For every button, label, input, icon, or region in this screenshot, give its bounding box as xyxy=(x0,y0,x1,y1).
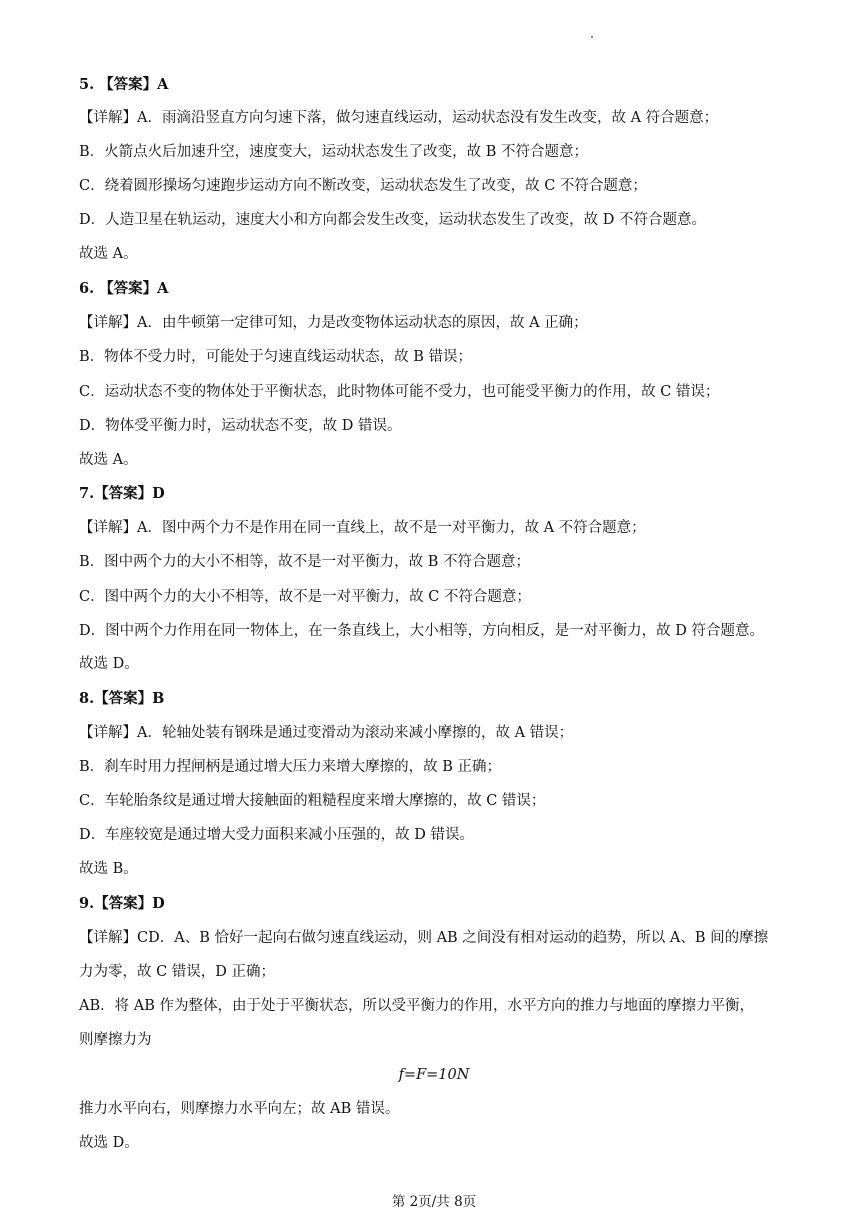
q6-explanation-line: 【详解】A．由牛顿第一定律可知，力是改变物体运动状态的原因，故 A 正确； xyxy=(79,315,588,331)
q5-explanation-line: B．火箭点火后加速升空，速度变大，运动状态发生了改变，故 B 不符合题意； xyxy=(79,144,589,160)
q7-answer-heading: 7.【答案】D xyxy=(79,485,165,502)
q6-answer-heading: 6. 【答案】A xyxy=(79,280,169,297)
q6-explanation-line: D．物体受平衡力时，运动状态不变，故 D 错误。 xyxy=(79,418,402,434)
q8-explanation-line: 【详解】A．轮轴处装有钢珠是通过变滑动为滚动来减小摩擦的，故 A 错误； xyxy=(79,725,574,741)
q8-answer-heading: 8.【答案】B xyxy=(79,690,165,707)
q7-explanation-line: B．图中两个力的大小不相等，故不是一对平衡力，故 B 不符合题意； xyxy=(79,554,531,570)
q9-explanation-line: 力为零，故 C 错误，D 正确； xyxy=(79,964,276,980)
q6-conclusion: 故选 A。 xyxy=(79,452,138,468)
q5-explanation-line: C．绕着圆形操场匀速跑步运动方向不断改变，运动状态发生了改变，故 C 不符合题意； xyxy=(79,178,647,194)
q5-explanation-line: D．人造卫星在轨运动，速度大小和方向都会发生改变，运动状态发生了改变，故 D 不符合题意。 xyxy=(79,212,706,228)
q5-explanation-line: 【详解】A．雨滴沿竖直方向匀速下落，做匀速直线运动，运动状态没有发生改变，故 A 符合题意； xyxy=(79,110,719,126)
q9-answer-heading: 9.【答案】D xyxy=(79,895,165,912)
q8-explanation-line: B．刹车时用力捏闸柄是通过增大压力来增大摩擦的，故 B 正确； xyxy=(79,759,502,775)
q7-explanation-line: D．图中两个力作用在同一物体上，在一条直线上，大小相等，方向相反，是一对平衡力，故 D 符合题意。 xyxy=(79,623,764,639)
q9-explanation-line: 【详解】CD．A、B 恰好一起向右做匀速直线运动，则 AB 之间没有相对运动的趋势，所以 A、B 间的摩擦 xyxy=(79,930,769,946)
q6-explanation-line: B．物体不受力时，可能处于匀速直线运动状态，故 B 错误； xyxy=(79,349,473,365)
q9-equation: f=F=10N xyxy=(398,1067,470,1083)
page-footer: 第 2页/共 8页 xyxy=(391,1194,477,1210)
q6-explanation-line: C．运动状态不变的物体处于平衡状态，此时物体可能不受力，也可能受平衡力的作用，故 C 错误； xyxy=(79,384,720,400)
scan-dot xyxy=(591,36,593,38)
q9-explanation-line: 则摩擦力为 xyxy=(79,1032,152,1048)
q9-explanation-line: AB．将 AB 作为整体，由于处于平衡状态，所以受平衡力的作用，水平方向的推力与地面的摩擦力平衡， xyxy=(79,998,754,1014)
q5-answer-heading: 5. 【答案】A xyxy=(79,76,169,93)
q8-explanation-line: D．车座较宽是通过增大受力面积来减小压强的，故 D 错误。 xyxy=(79,827,474,843)
q9-explanation-line: 推力水平向右，则摩擦力水平向左；故 AB 错误。 xyxy=(79,1101,400,1117)
q9-conclusion: 故选 D。 xyxy=(79,1135,139,1151)
q7-explanation-line: C．图中两个力的大小不相等，故不是一对平衡力，故 C 不符合题意； xyxy=(79,589,531,605)
q8-explanation-line: C．车轮胎条纹是通过增大接触面的粗糙程度来增大摩擦的，故 C 错误； xyxy=(79,793,546,809)
q5-conclusion: 故选 A。 xyxy=(79,246,138,262)
q8-conclusion: 故选 B。 xyxy=(79,861,138,877)
q7-conclusion: 故选 D。 xyxy=(79,656,139,672)
q7-explanation-line: 【详解】A．图中两个力不是作用在同一直线上，故不是一对平衡力，故 A 不符合题意； xyxy=(79,520,646,536)
